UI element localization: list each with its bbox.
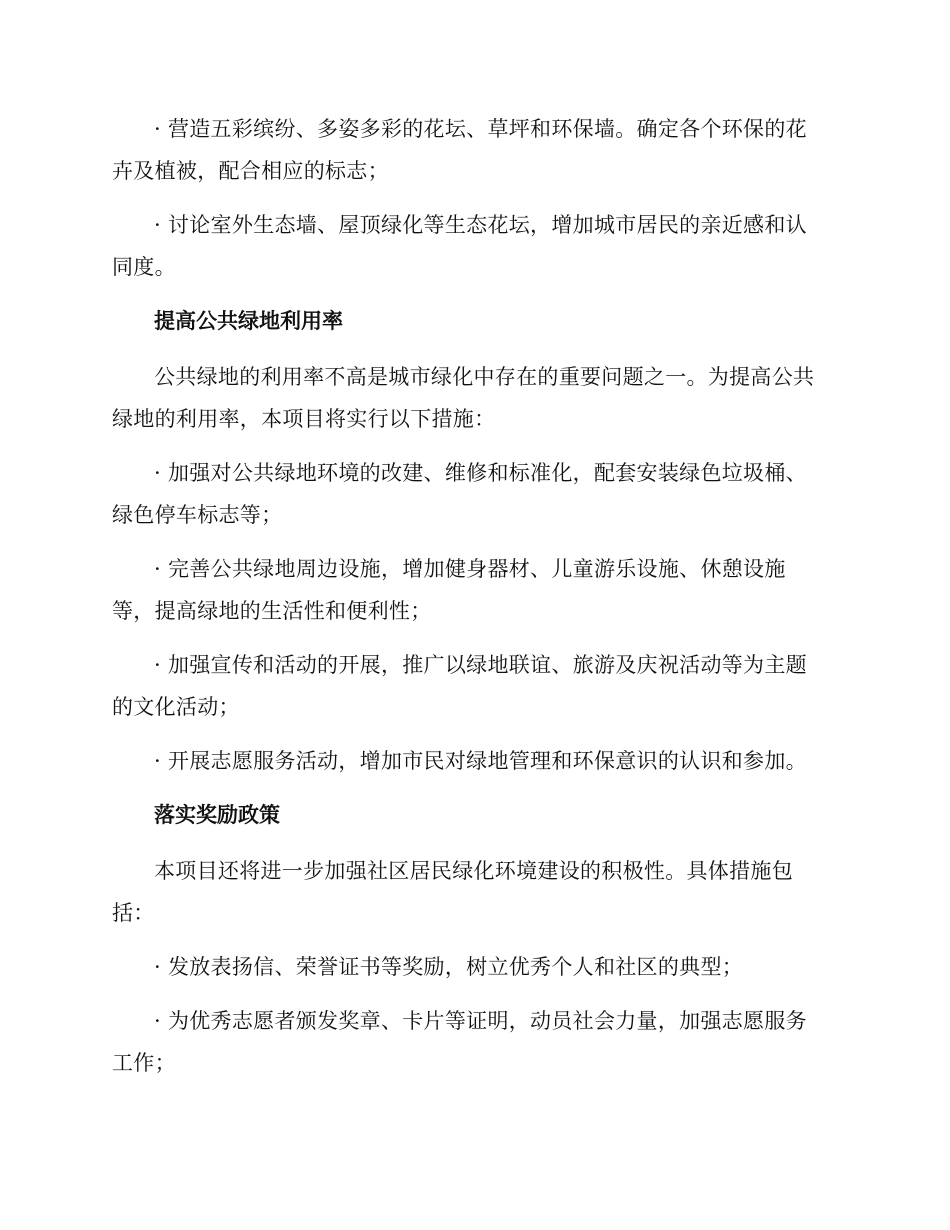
bullet-paragraph: · 完善公共绿地周边设施，增加健身器材、儿童游乐设施、休憩设施等，提高绿地的生活性和便利性； bbox=[112, 557, 786, 623]
bullet-paragraph: · 加强宣传和活动的开展，推广以绿地联谊、旅游及庆祝活动等为主题的文化活动； bbox=[112, 653, 807, 719]
bullet-paragraph: · 加强对公共绿地环境的改建、维修和标准化，配套安装绿色垃圾桶、绿色停车标志等； bbox=[112, 461, 807, 527]
bullet-paragraph: · 为优秀志愿者颁发奖章、卡片等证明，动员社会力量，加强志愿服务工作； bbox=[112, 1009, 807, 1075]
bullet-paragraph: · 讨论室外生态墙、屋顶绿化等生态花坛，增加城市居民的亲近感和认同度。 bbox=[112, 213, 807, 279]
bullet-paragraph: · 营造五彩缤纷、多姿多彩的花坛、草坪和环保墙。确定各个环保的花卉及植被，配合相应的标志； bbox=[112, 117, 807, 183]
document-page bbox=[112, 108, 828, 1096]
section-heading: 提高公共绿地利用率 bbox=[154, 309, 343, 333]
bullet-paragraph: · 发放表扬信、荣誉证书等奖励，树立优秀个人和社区的典型； bbox=[154, 955, 744, 979]
section-heading: 落实奖励政策 bbox=[154, 803, 280, 827]
body-paragraph: 本项目还将进一步加强社区居民绿化环境建设的积极性。具体措施包括： bbox=[112, 859, 793, 925]
bullet-paragraph: · 开展志愿服务活动，增加市民对绿地管理和环保意识的认识和参加。 bbox=[154, 749, 807, 773]
body-paragraph: 公共绿地的利用率不高是城市绿化中存在的重要问题之一。为提高公共绿地的利用率，本项目将实行以下措施： bbox=[112, 365, 815, 431]
